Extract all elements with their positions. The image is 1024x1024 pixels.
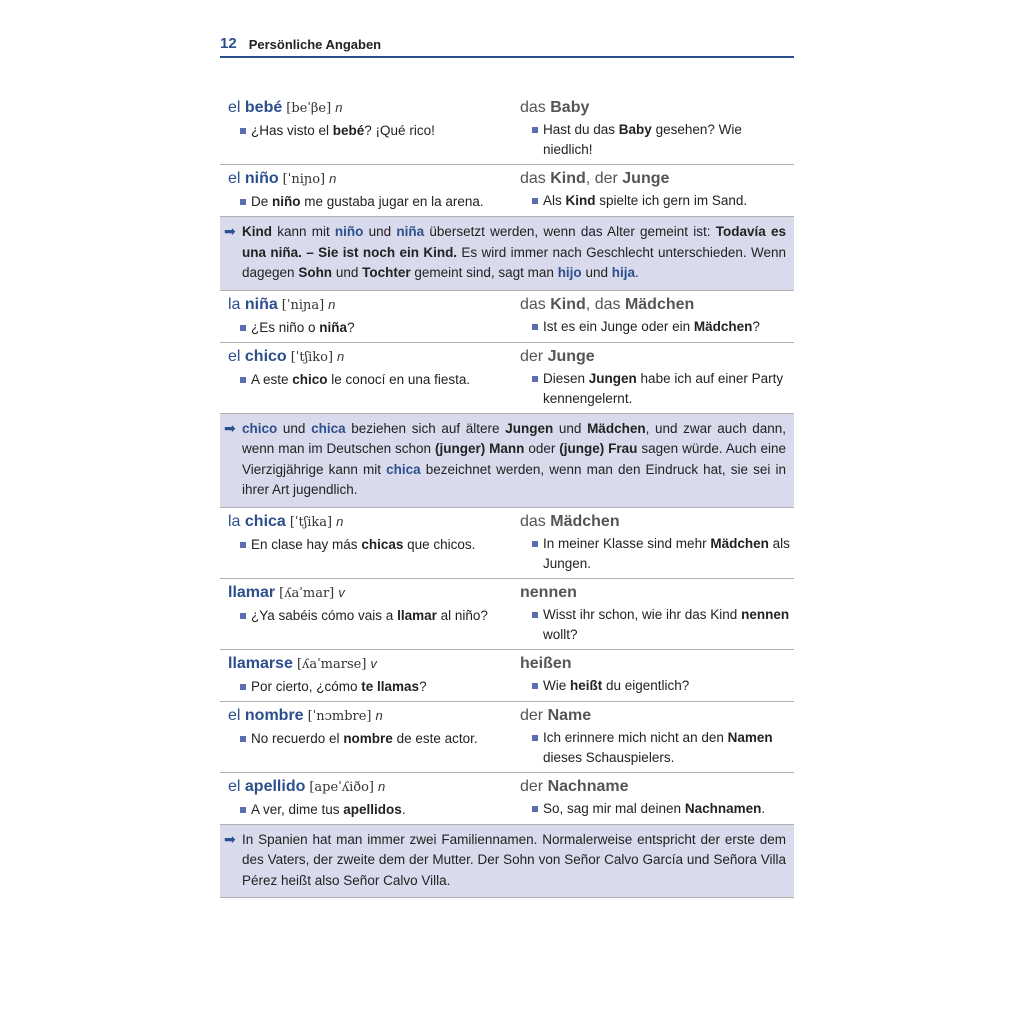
de-example: Wie heißt du eigentlich? xyxy=(543,677,690,693)
es-headword: nombre xyxy=(244,706,304,724)
dictionary-page xyxy=(220,30,794,898)
part-of-speech: n xyxy=(375,707,383,723)
de-example: Hast du das Baby gesehen? Wie niedlich! xyxy=(543,122,742,157)
de-headword: nennen xyxy=(520,583,577,601)
es-example: ¿Has visto el bebé? ¡Qué rico! xyxy=(251,123,435,138)
de-headword: Junge xyxy=(547,347,595,365)
part-of-speech: n xyxy=(329,171,337,186)
bullet-icon xyxy=(240,684,246,690)
es-article: el xyxy=(228,777,241,795)
es-example: ¿Ya sabéis cómo vais a llamar al niño? xyxy=(251,607,488,623)
es-headword: llamar xyxy=(228,583,276,601)
de-article: das xyxy=(520,99,546,116)
de-example: So, sag mir mal deinen Nachnamen. xyxy=(543,800,766,816)
bullet-icon xyxy=(240,377,246,383)
es-headword: llamarse xyxy=(228,654,293,672)
de-example: Als Kind spielte ich gern im Sand. xyxy=(543,193,748,208)
es-example: ¿Es niño o niña? xyxy=(251,319,355,335)
de-article-2: , der xyxy=(585,170,623,187)
bullet-icon xyxy=(532,198,538,204)
bullet-icon xyxy=(532,612,538,618)
page-title: Persönliche Angaben xyxy=(248,37,382,52)
part-of-speech: v xyxy=(370,655,377,671)
de-article: der xyxy=(520,347,544,365)
de-article: das xyxy=(520,295,546,313)
de-example: Ist es ein Junge oder ein Mädchen? xyxy=(543,318,760,334)
page-header xyxy=(220,30,794,58)
entry-chica xyxy=(220,508,794,579)
es-article: el xyxy=(228,706,241,724)
ipa: [beˈβe] xyxy=(286,101,332,116)
es-headword: bebé xyxy=(244,99,283,116)
ipa: [ˈnɔmbre] xyxy=(307,708,372,724)
entry-llamar xyxy=(220,579,794,650)
de-headword: Nachname xyxy=(547,777,629,795)
de-example: Ich erinnere mich nicht an den Namen dieses Schauspielers. xyxy=(543,729,773,765)
usage-note xyxy=(220,825,794,899)
ipa: [ˈniɲo] xyxy=(282,172,326,187)
ipa: [ˈtʃiko] xyxy=(290,349,334,365)
de-headword-2: Junge xyxy=(622,170,670,187)
part-of-speech: v xyxy=(338,584,345,600)
entry-nombre xyxy=(220,702,794,773)
es-example: Por cierto, ¿cómo te llamas? xyxy=(251,678,427,694)
part-of-speech: n xyxy=(336,513,344,529)
bullet-icon xyxy=(240,325,246,331)
es-example: No recuerdo el nombre de este actor. xyxy=(251,730,478,746)
entry-nina xyxy=(220,291,794,343)
es-example: A este chico le conocí en una fiesta. xyxy=(251,371,471,387)
bullet-icon xyxy=(532,127,538,133)
es-article: la xyxy=(228,295,241,313)
arrow-right-icon: ➡ xyxy=(224,223,236,239)
de-headword: Baby xyxy=(550,99,590,116)
note-text: In Spanien hat man immer zwei Familiennamen. Normalerweise entspricht der erste dem des Vaters, der zweite dem der Mutter. Der Sohn von Señor Calvo García und Señora Villa Pérez heißt also Señor Calvo Villa. xyxy=(242,831,786,888)
bullet-icon xyxy=(240,613,246,619)
usage-note: ➡ Kind kann mit niño und niña übersetzt werden, wenn das Alter gemeint ist: Todavía es una niña. – Sie ist noch ein Kind. Es wird immer nach Geschlecht unterschieden. Wenn dagegen Sohn und Tochter gemeint sind, sagt man hijo und hija. xyxy=(220,217,794,291)
es-example: En clase hay más chicas que chicos. xyxy=(251,536,476,552)
arrow-right-icon: ➡ xyxy=(224,419,236,436)
bullet-icon xyxy=(532,376,538,382)
usage-note: ➡ chico und chica beziehen sich auf ältere Jungen und Mädchen, und zwar auch dann, wenn man im Deutschen schon (junger) Mann oder (junge) Frau sagen würde. Auch eine Vierzigjährige kann mit chica bezeichnet werden, wenn man den Eindruck hat, sie sei in ihrer Art jugendlich. xyxy=(220,414,794,508)
part-of-speech: n xyxy=(378,778,386,794)
de-headword: Mädchen xyxy=(550,512,620,530)
de-article: der xyxy=(520,777,544,795)
entry-bebe xyxy=(220,94,794,165)
ipa: [apeˈʎiðo] xyxy=(309,779,374,795)
bullet-icon xyxy=(532,806,538,812)
es-example: A ver, dime tus apellidos. xyxy=(251,801,406,817)
part-of-speech: n xyxy=(335,100,343,115)
de-headword: Kind xyxy=(550,170,586,187)
ipa: [ʎaˈmarse] xyxy=(296,656,367,672)
de-article-2: , das xyxy=(585,295,625,313)
page-number: 12 xyxy=(220,35,237,52)
bullet-icon xyxy=(240,807,246,813)
de-headword: heißen xyxy=(520,654,572,672)
es-article: el xyxy=(228,170,241,187)
entry-chico xyxy=(220,343,794,414)
entry-nino xyxy=(220,165,794,217)
bullet-icon xyxy=(240,199,246,205)
entry-apellido xyxy=(220,773,794,825)
de-example: Diesen Jungen habe ich auf einer Party kennengelernt. xyxy=(543,370,784,406)
de-headword: Name xyxy=(547,706,592,724)
es-headword: niño xyxy=(244,170,279,187)
entry-llamarse xyxy=(220,650,794,702)
bullet-icon xyxy=(532,324,538,330)
de-article: der xyxy=(520,706,544,724)
bullet-icon xyxy=(532,541,538,547)
es-headword: niña xyxy=(244,295,278,313)
es-headword: chica xyxy=(244,512,286,530)
bullet-icon xyxy=(240,128,246,134)
de-headword: Kind xyxy=(550,295,586,313)
ipa: [ˈtʃika] xyxy=(289,514,333,530)
de-example: In meiner Klasse sind mehr Mädchen als Jungen. xyxy=(543,535,790,571)
de-article: das xyxy=(520,170,546,187)
es-article: la xyxy=(228,512,241,530)
ipa: [ˈniɲa] xyxy=(281,297,325,313)
part-of-speech: n xyxy=(337,348,345,364)
de-headword-2: Mädchen xyxy=(624,295,695,313)
bullet-icon xyxy=(532,683,538,689)
es-headword: chico xyxy=(244,347,287,365)
es-article: el xyxy=(228,99,241,116)
de-article: das xyxy=(520,512,546,530)
bullet-icon xyxy=(240,542,246,548)
bullet-icon xyxy=(240,736,246,742)
ipa: [ʎaˈmar] xyxy=(279,585,335,601)
es-article: el xyxy=(228,347,241,365)
es-example: De niño me gustaba jugar en la arena. xyxy=(251,194,484,209)
es-headword: apellido xyxy=(244,777,306,795)
arrow-right-icon: ➡ xyxy=(224,830,236,847)
bullet-icon xyxy=(532,735,538,741)
part-of-speech: n xyxy=(328,296,336,312)
de-example: Wisst ihr schon, wie ihr das Kind nennen wollt? xyxy=(543,606,790,642)
